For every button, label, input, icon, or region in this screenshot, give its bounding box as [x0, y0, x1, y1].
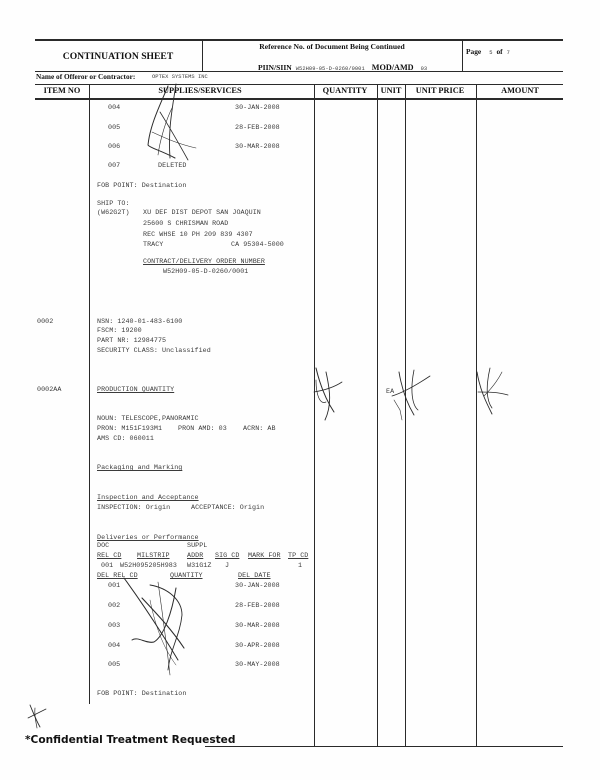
ship-to-line: REC WHSE 10 PH 209 839 4307	[143, 231, 253, 239]
deliveries-heading: Deliveries or Performance	[97, 534, 199, 542]
item-detail-line: FSCM: 19200	[97, 327, 142, 335]
delivery-rel-cd: 003	[108, 622, 121, 630]
piin-value: W52H09-05-D-0260/0001	[295, 66, 365, 72]
contract-number-label: CONTRACT/DELIVERY ORDER NUMBER	[143, 258, 265, 266]
schedule-header: TP CD	[288, 552, 309, 560]
reference-label: Reference No. of Document Being Continued	[259, 42, 405, 51]
delivery-header: DEL DATE	[238, 572, 271, 580]
column-header-unit-price: UNIT PRICE	[415, 86, 465, 95]
column-header-supplies: SUPPLIES/SERVICES	[158, 86, 242, 95]
mod-value: 03	[420, 66, 428, 72]
item-number: 0002AA	[37, 386, 62, 394]
pron: PRON: M151F193M1	[97, 425, 163, 433]
delivery-deleted-note: DELETED	[158, 162, 187, 170]
schedule-value: J	[225, 562, 230, 570]
ams-cd: AMS CD: 060011	[97, 435, 154, 443]
column-header-quantity: QUANTITY	[322, 86, 368, 95]
delivery-rel-cd: 002	[108, 602, 121, 610]
ship-to-city: TRACY	[143, 241, 164, 249]
item-detail-line: PART NR: 12984775	[97, 337, 167, 345]
delivery-date: 30-JAN-2008	[235, 104, 280, 112]
schedule-value: 1	[298, 562, 303, 570]
column-header-amount: AMOUNT	[501, 86, 539, 95]
delivery-date: 28-FEB-2008	[235, 602, 280, 610]
page-of-label: of	[496, 47, 503, 56]
column-header-item-no: ITEM NO	[43, 86, 81, 95]
schedule-header: MILSTRIP	[137, 552, 170, 560]
page-number: 5	[489, 50, 493, 56]
page-label: Page	[466, 47, 482, 56]
contract-number: W52H09-05-D-0260/0001	[163, 268, 249, 276]
delivery-date: 30-MAR-2008	[235, 143, 280, 151]
ship-to-line: XU DEF DIST DEPOT SAN JOAQUIN	[143, 209, 261, 217]
item-number: 0002	[37, 318, 54, 326]
column-header-unit: UNIT	[380, 86, 402, 95]
item-detail-line: NSN: 1240-01-483-6100	[97, 318, 183, 326]
delivery-rel-cd: 004	[108, 104, 121, 112]
delivery-header: QUANTITY	[170, 572, 203, 580]
ship-to-line: 25600 S CHRISMAN ROAD	[143, 220, 229, 228]
noun-line: NOUN: TELESCOPE,PANORAMIC	[97, 415, 199, 423]
packaging-heading: Packaging and Marking	[97, 464, 183, 472]
delivery-rel-cd: 007	[108, 162, 121, 170]
schedule-header: ADDR	[187, 552, 204, 560]
schedule-header: REL CD	[97, 552, 122, 560]
acrn: ACRN: AB	[243, 425, 276, 433]
schedule-value: 001	[101, 562, 114, 570]
offeror-value: OPTEX SYSTEMS INC	[152, 74, 208, 80]
delivery-date: 30-APR-2008	[235, 642, 280, 650]
schedule-header: MARK FOR	[248, 552, 281, 560]
doc-label: DOC	[97, 542, 110, 550]
sheet-title: CONTINUATION SHEET	[62, 51, 174, 62]
delivery-header: DEL REL CD	[97, 572, 138, 580]
piin-label: PIIN/SIIN	[258, 63, 292, 72]
delivery-date: 30-MAY-2008	[235, 661, 280, 669]
inspection-value: INSPECTION: Origin	[97, 504, 171, 512]
delivery-date: 30-MAR-2008	[235, 622, 280, 630]
schedule-value: W52H095205H983	[120, 562, 177, 570]
ship-to-code: (W62G2T)	[97, 209, 130, 217]
acceptance-value: ACCEPTANCE: Origin	[191, 504, 265, 512]
schedule-value: W31G1Z	[187, 562, 212, 570]
unit-value: EA	[386, 388, 395, 396]
delivery-rel-cd: 004	[108, 642, 121, 650]
offeror-label: Name of Offeror or Contractor:	[36, 72, 136, 81]
page-total: 7	[506, 50, 510, 56]
schedule-header: SIG CD	[215, 552, 240, 560]
mod-label: MOD/AMD	[371, 63, 414, 72]
initial-stroke	[28, 709, 46, 718]
confidential-notice: *Confidential Treatment Requested	[25, 734, 236, 746]
delivery-rel-cd: 005	[108, 124, 121, 132]
fob-point: FOB POINT: Destination	[97, 182, 187, 190]
delivery-rel-cd: 006	[108, 143, 121, 151]
pron-amd: PRON AMD: 03	[178, 425, 227, 433]
delivery-rel-cd: 001	[108, 582, 121, 590]
delivery-date: 28-FEB-2008	[235, 124, 280, 132]
ship-to-state-zip: CA 95304-5000	[231, 241, 284, 249]
item-title: PRODUCTION QUANTITY	[97, 386, 175, 394]
inspection-heading: Inspection and Acceptance	[97, 494, 199, 502]
suppl-label: SUPPL	[187, 542, 208, 550]
ship-to-label: SHIP TO:	[97, 200, 130, 208]
delivery-date: 30-JAN-2008	[235, 582, 280, 590]
fob-point: FOB POINT: Destination	[97, 690, 187, 698]
item-detail-line: SECURITY CLASS: Unclassified	[97, 347, 211, 355]
delivery-rel-cd: 005	[108, 661, 121, 669]
